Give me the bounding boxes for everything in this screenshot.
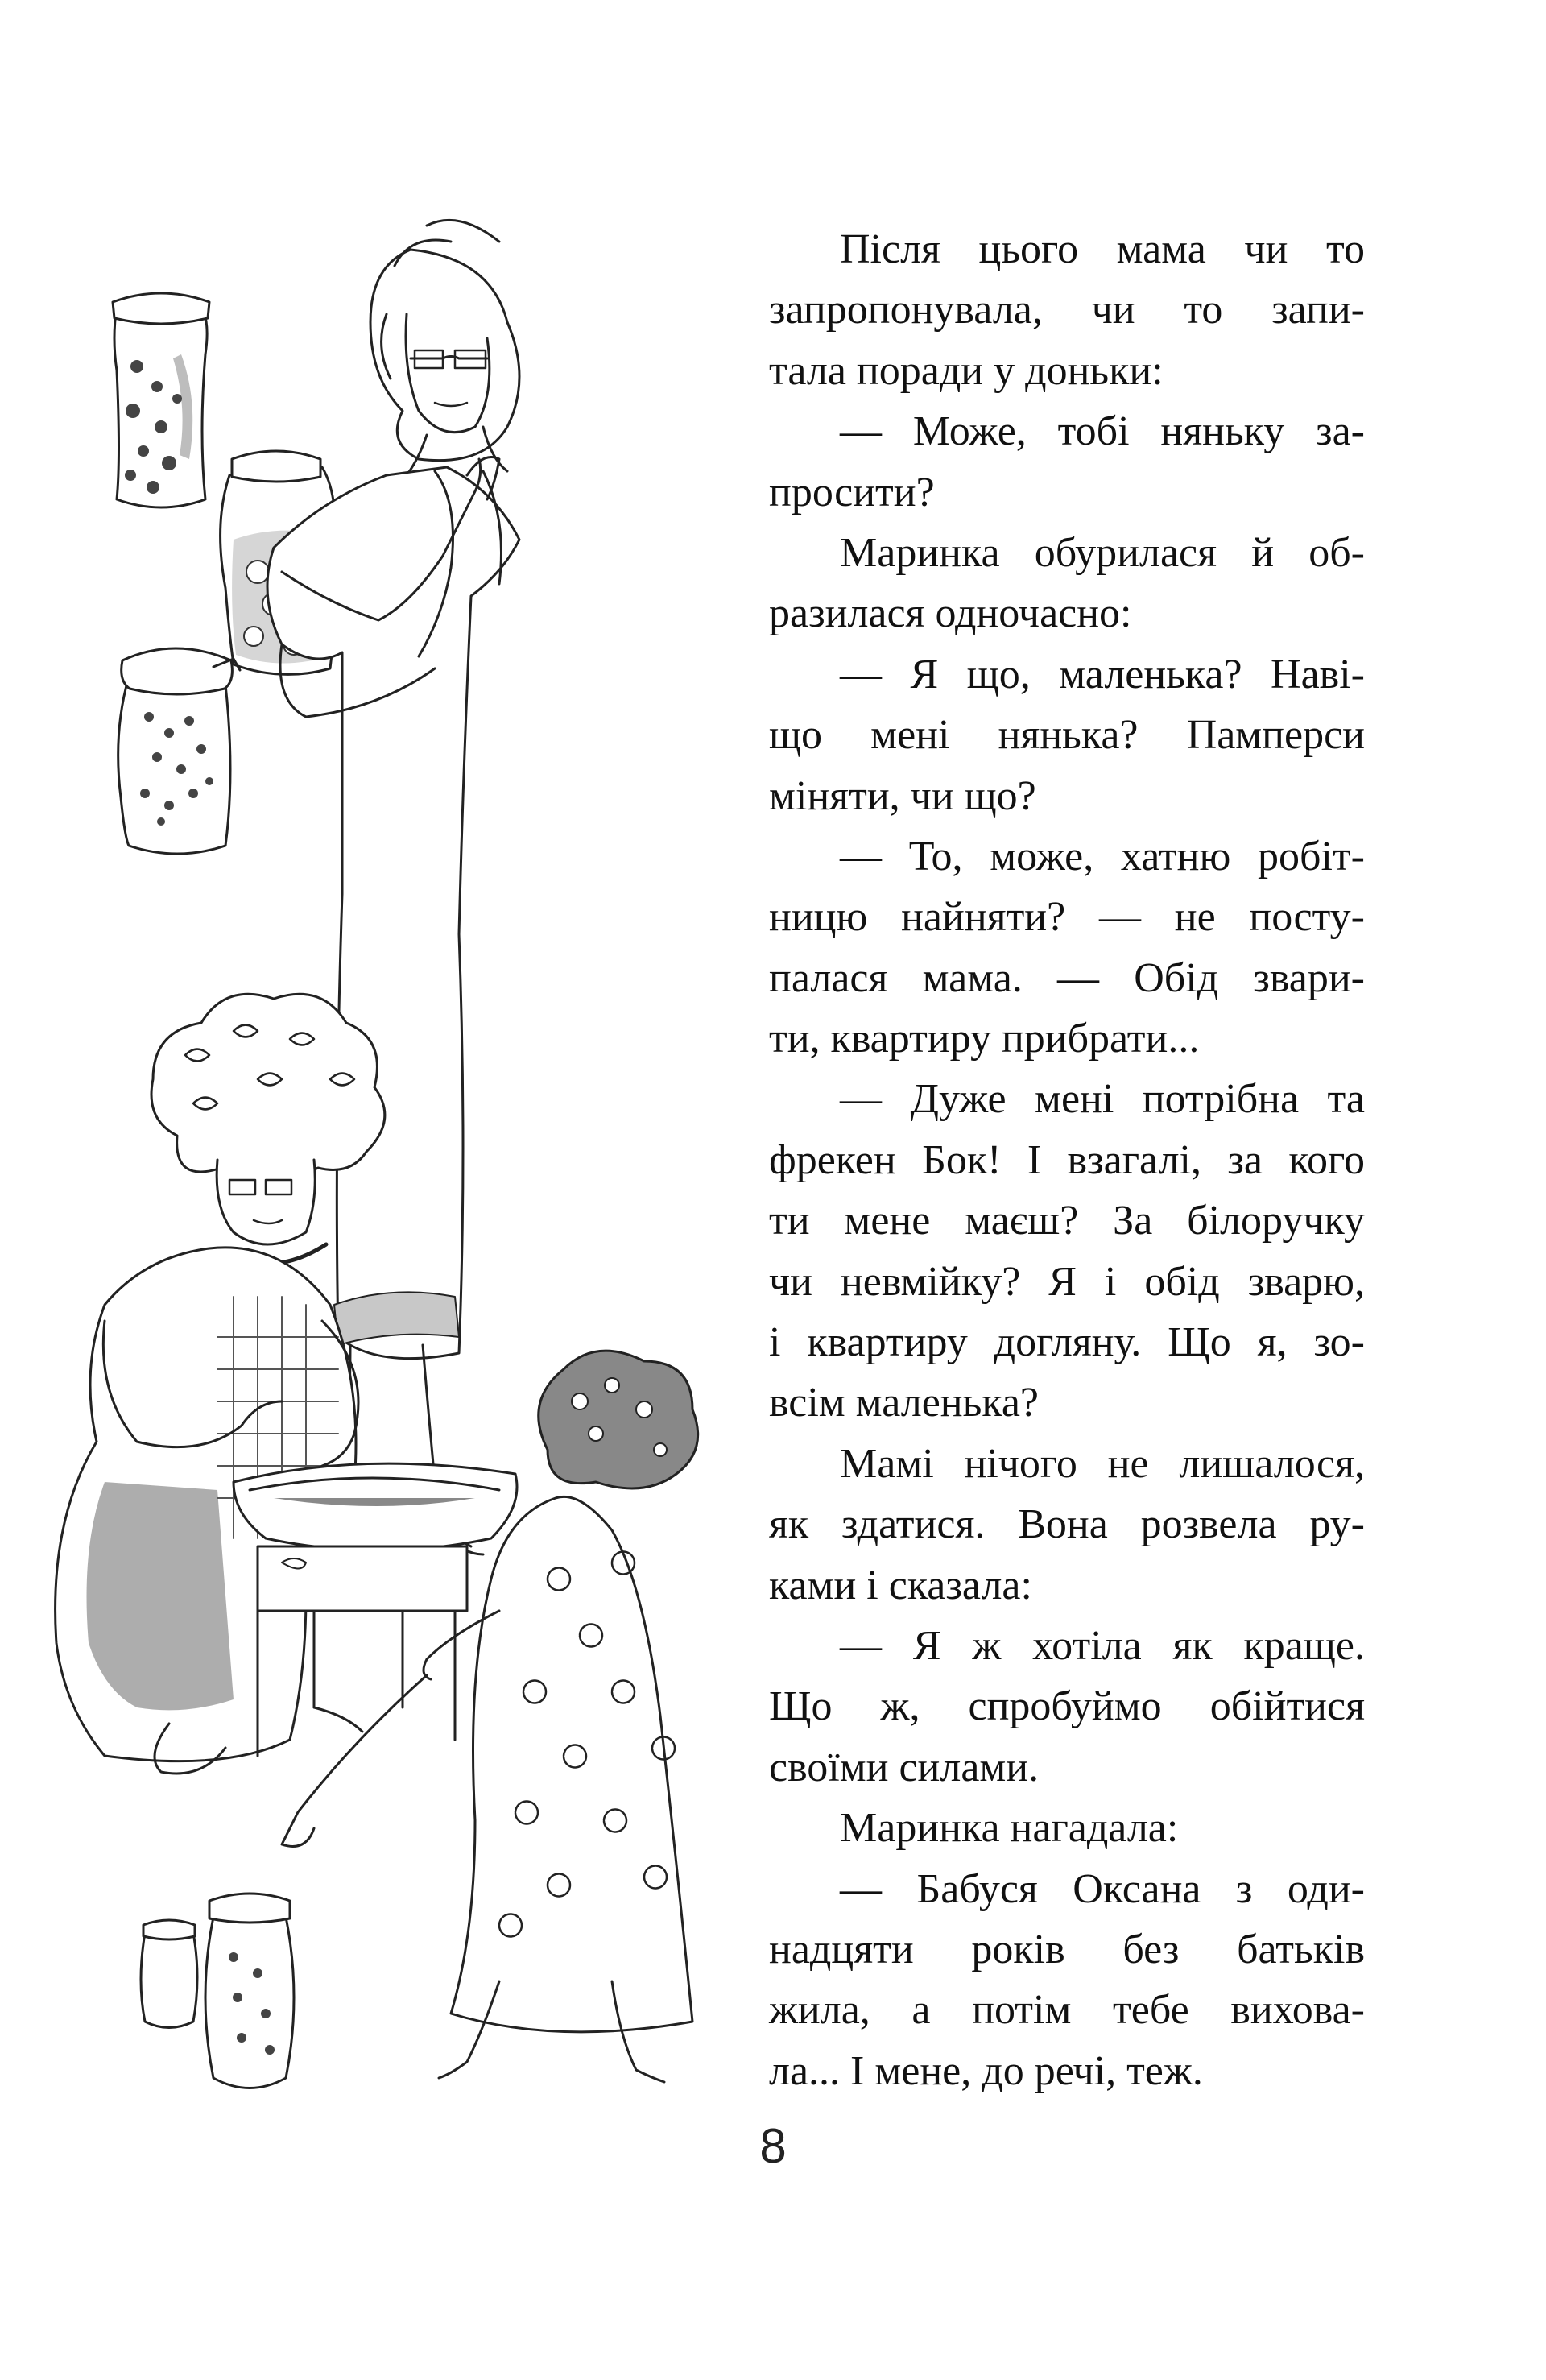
- text-line: запропонувала, чи то запи-: [769, 287, 1365, 333]
- text-line: Маринка нагадала:: [840, 1805, 1179, 1852]
- text-line: міняти, чи що?: [769, 772, 1036, 819]
- text-line: ницю найняти? — не посту-: [769, 894, 1365, 941]
- text-line: фрекен Бок! І взагалі, за кого: [769, 1136, 1365, 1183]
- text-line: ла... І мене, до речі, теж.: [769, 2047, 1203, 2094]
- text-line: Після цього мама чи то: [840, 226, 1365, 272]
- text-line: палася мама. — Обід звари-: [769, 954, 1365, 1001]
- text-line: жила, а потім тебе вихова-: [769, 1987, 1365, 2034]
- text-line: — Може, тобі няньку за-: [840, 408, 1365, 455]
- text-line: ти мене маєш? За білоручку: [769, 1198, 1365, 1244]
- text-line: — То, може, хатню робіт-: [840, 833, 1365, 880]
- text-line: чи невмійку? Я і обід зварю,: [769, 1258, 1365, 1305]
- text-line: — Я що, маленька? Наві-: [840, 651, 1365, 697]
- text-line: просити?: [769, 469, 935, 515]
- text-line: Мамі нічого не лишалося,: [840, 1440, 1365, 1487]
- text-line: — Я ж хотіла як краще.: [840, 1622, 1365, 1669]
- text-line: Маринка обурилася й об-: [840, 529, 1365, 576]
- text-line: Що ж, спробуймо обійтися: [769, 1683, 1365, 1730]
- text-line: і квартиру догляну. Що я, зо-: [769, 1319, 1365, 1366]
- grandmother-figure: [56, 994, 385, 1774]
- jar-icon: [141, 1920, 197, 2028]
- page-number: 8: [759, 2119, 787, 2173]
- text-line: ками і сказала:: [769, 1562, 1032, 1608]
- text-line: своїми силами.: [769, 1744, 1040, 1790]
- text-line: тала поради у доньки:: [769, 347, 1164, 394]
- text-line: всім маленька?: [769, 1380, 1039, 1426]
- jar-icon: [118, 648, 240, 854]
- text-line: як здатися. Вона розвела ру-: [769, 1501, 1365, 1548]
- jar-icon: [205, 1894, 294, 2088]
- illustration: [48, 193, 773, 2142]
- text-line: що мені нянька? Памперси: [769, 712, 1365, 759]
- text-line: — Бабуся Оксана з оди-: [840, 1865, 1365, 1912]
- story-text: [769, 219, 1365, 2101]
- text-line: разилася одночасно:: [769, 590, 1132, 637]
- jar-icon: [113, 293, 209, 507]
- text-line: ти, квартиру прибрати...: [769, 1016, 1200, 1062]
- text-line: надцяти років без батьків: [769, 1926, 1365, 1972]
- text-line: — Дуже мені потрібна та: [840, 1076, 1365, 1123]
